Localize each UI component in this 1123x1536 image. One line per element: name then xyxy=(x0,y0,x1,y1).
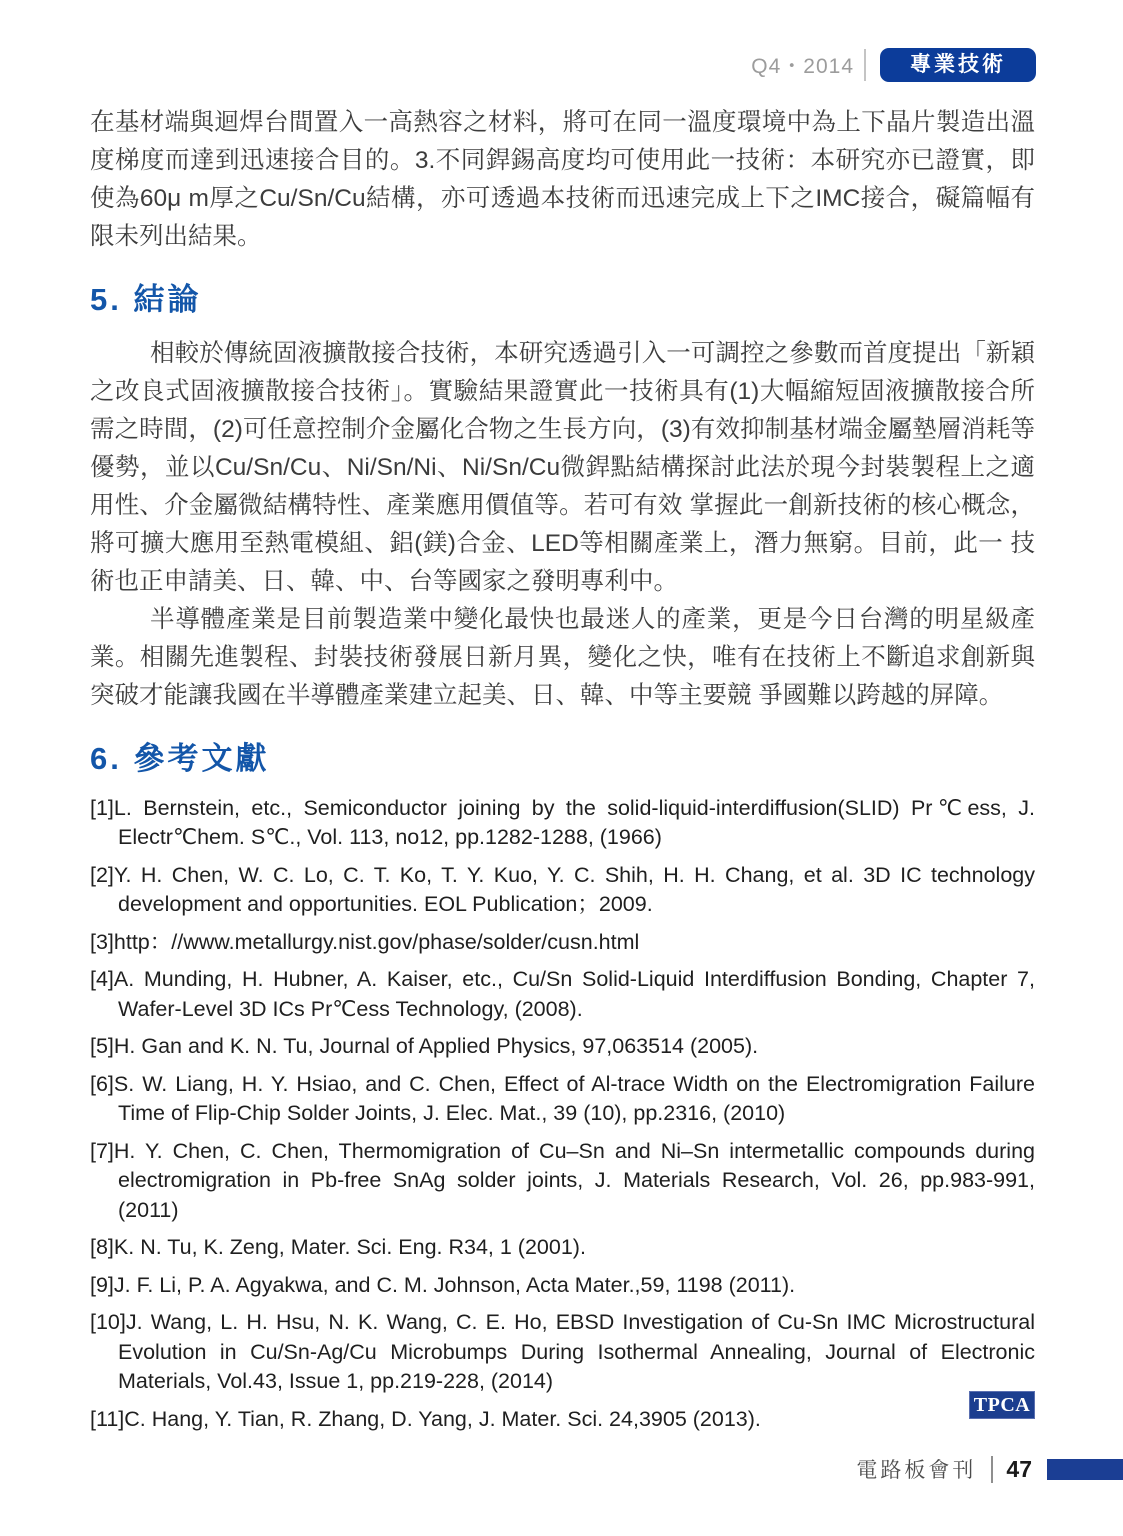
tpca-logo xyxy=(969,1391,1035,1419)
article-content xyxy=(90,104,1035,1442)
reference-item: [8]K. N. Tu, K. Zeng, Mater. Sci. Eng. R34, 1 (2001). xyxy=(90,1235,586,1259)
reference-item: [7]H. Y. Chen, C. Chen, Thermomigration of Cu–Sn and Ni–Sn intermetallic compounds during electromigration in Pb-free SnAg solder joints, J. Materials Research, Vol. 26, pp.983-991, (2011) xyxy=(90,1138,1035,1222)
conclusion-paragraph-1: 相較於傳統固液擴散接合技術，本研究透過引入一可調控之參數而首度提出「新穎之改良式固液擴散接合技術」。實驗結果證實此一技術具有(1)大幅縮短固液擴散接合所需之時間，(2)可任意控制介金屬化合物之生長方向，(3)有效抑制基材端金屬墊層消耗等優勢，並以Cu/Sn/Cu、Ni/Sn/Ni、Ni/Sn/Cu微銲點結構探討此法於現今封裝製程上之適用性、介金屬微結構特性、產業應用價值等。若可有效 掌握此一創新技術的核心概念，將可擴大應用至熱電模組、鋁(鎂)合金、LED等相關產業上，潛力無窮。目前，此一 技術也正申請美、日、韓、中、台等國家之發明專利中。 xyxy=(90,339,1035,595)
reference-item: [4]A. Munding, H. Hubner, A. Kaiser, etc., Cu/Sn Solid-Liquid Interdiffusion Bonding, Chapter 7, Wafer-Level 3D ICs Pr℃ess Technology, (2008). xyxy=(90,967,1035,1021)
intro-paragraph: 在基材端與迴焊台間置入一高熱容之材料，將可在同一溫度環境中為上下晶片製造出溫度梯度而達到迅速接合目的。3.不同銲錫高度均可使用此一技術：本研究亦已證實，即使為60μ m厚之Cu/Sn/Cu結構，亦可透過本技術而迅速完成上下之IMC接合，礙篇幅有限未列出結果。 xyxy=(90,109,1035,250)
category-badge: 專業技術 xyxy=(880,48,1036,82)
reference-item: [3]http：//www.metallurgy.nist.gov/phase/solder/cusn.html xyxy=(90,929,640,954)
conclusion-paragraph-2: 半導體產業是目前製造業中變化最快也最迷人的產業，更是今日台灣的明星級產業。相關先進製程、封裝技術發展日新月異，變化之快，唯有在技術上不斷追求創新與突破才能讓我國在半導體產業建立起美、日、韓、中等主要競 爭國難以跨越的屏障。 xyxy=(90,605,1035,709)
footer-accent-bar xyxy=(1047,1459,1123,1480)
issue-label: Q4・2014 xyxy=(751,55,854,78)
header-divider xyxy=(864,49,866,81)
footer-divider xyxy=(991,1456,993,1483)
reference-item: [5]H. Gan and K. N. Tu, Journal of Applied Physics, 97,063514 (2005). xyxy=(90,1034,759,1058)
page-header xyxy=(751,48,1036,82)
reference-item: [11]C. Hang, Y. Tian, R. Zhang, D. Yang, J. Mater. Sci. 24,3905 (2013). xyxy=(90,1406,761,1431)
reference-item: [1]L. Bernstein, etc., Semiconductor joining by the solid-liquid-interdiffusion(SLID) Pr℃ess, J. Electr℃hem. S℃., Vol. 113, no12, pp.1282-1288, (1966) xyxy=(90,795,1035,849)
references-heading: 6. 參考文獻 xyxy=(90,740,270,776)
page-footer xyxy=(856,1454,1123,1484)
reference-item: [2]Y. H. Chen, W. C. Lo, C. T. Ko, T. Y. Kuo, Y. C. Shih, H. H. Chang, et al. 3D IC technology development and opportunities. EOL Publication；2009. xyxy=(90,862,1035,916)
reference-item: [6]S. W. Liang, H. Y. Hsiao, and C. Chen, Effect of Al-trace Width on the Electromigration Failure Time of Flip-Chip Solder Joints, J. Elec. Mat., 39 (10), pp.2316, (2010) xyxy=(90,1071,1035,1125)
reference-item: [9]J. F. Li, P. A. Agyakwa, and C. M. Johnson, Acta Mater.,59, 1198 (2011). xyxy=(90,1272,796,1297)
conclusion-heading: 5. 結論 xyxy=(90,282,202,317)
journal-name: 電路板會刊 xyxy=(856,1459,977,1482)
reference-list xyxy=(90,794,1035,1435)
tpca-logo-text: TPCA xyxy=(973,1393,1031,1416)
reference-item: [10]J. Wang, L. H. Hsu, N. K. Wang, C. E. Ho, EBSD Investigation of Cu-Sn IMC Microstructural Evolution in Cu/Sn-Ag/Cu Microbumps During Isothermal Annealing, Journal of Electronic Materials, Vol.43, Issue 1, pp.219-228, (2014) xyxy=(90,1310,1035,1393)
page-number: 47 xyxy=(1006,1455,1032,1482)
